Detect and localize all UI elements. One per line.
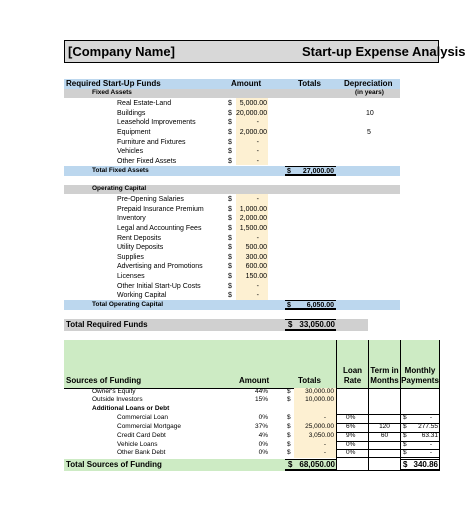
funding-total-value: 68,050.00 bbox=[299, 460, 335, 469]
loan-label: Vehicle Loans bbox=[117, 441, 158, 448]
required-funds-value: 33,050.00 bbox=[299, 320, 335, 329]
operating-item-label: Working Capital bbox=[117, 292, 167, 299]
operating-item-label: Legal and Accounting Fees bbox=[117, 225, 202, 232]
loan-percent: 37% bbox=[254, 423, 268, 430]
loans-title: Additional Loans or Debt bbox=[92, 405, 170, 412]
funding-bottom-rule bbox=[336, 470, 440, 471]
startup-header-totals: Totals bbox=[298, 79, 321, 88]
loan-payment: 277.55 bbox=[418, 423, 438, 430]
operating-item-currency: $ bbox=[228, 225, 232, 232]
operating-item-amount[interactable]: - bbox=[256, 283, 259, 290]
operating-item-label: Rent Deposits bbox=[117, 235, 161, 242]
fixed-item-amount[interactable]: - bbox=[256, 139, 259, 146]
operating-item-amount[interactable]: 500.00 bbox=[245, 244, 267, 251]
sheet-title: Start-up Expense Analysis bbox=[302, 44, 466, 59]
required-funds-label: Total Required Funds bbox=[66, 320, 148, 329]
funding-row-currency: $ bbox=[287, 396, 291, 403]
startup-header-depreciation: Depreciation bbox=[344, 79, 393, 88]
term-header-1: Term in bbox=[370, 366, 399, 375]
fixed-total-value: 27,000.00 bbox=[302, 168, 334, 175]
funding-row-total[interactable]: 30,000.00 bbox=[305, 388, 334, 395]
operating-total-currency: $ bbox=[287, 302, 291, 309]
funding-row-currency: $ bbox=[287, 388, 291, 395]
fixed-item-depreciation[interactable]: 10 bbox=[366, 110, 374, 117]
operating-item-currency: $ bbox=[228, 206, 232, 213]
loan-rate[interactable]: 0% bbox=[346, 441, 356, 448]
fixed-item-amount[interactable]: 20,000.00 bbox=[236, 110, 268, 117]
fixed-item-currency: $ bbox=[228, 119, 232, 126]
operating-item-amount[interactable]: 300.00 bbox=[245, 254, 267, 261]
loan-payment: - bbox=[429, 441, 432, 448]
loan-total[interactable]: - bbox=[323, 441, 326, 448]
operating-item-currency: $ bbox=[228, 235, 232, 242]
funding-row-percent: 44% bbox=[254, 388, 268, 395]
loan-currency: $ bbox=[287, 414, 291, 421]
payments-total-currency: $ bbox=[403, 460, 408, 469]
operating-item-amount[interactable]: - bbox=[256, 292, 259, 299]
operating-item-currency: $ bbox=[228, 283, 232, 290]
operating-total-label: Total Operating Capital bbox=[92, 301, 164, 308]
fixed-item-currency: $ bbox=[228, 100, 232, 107]
loan-total[interactable]: 25,000.00 bbox=[305, 423, 334, 430]
fixed-item-amount[interactable]: - bbox=[256, 148, 259, 155]
funding-row-label: Outside Investors bbox=[92, 396, 143, 403]
fixed-item-currency: $ bbox=[228, 158, 232, 165]
funding-row-percent: 15% bbox=[254, 396, 268, 403]
operating-item-currency: $ bbox=[228, 263, 232, 270]
fixed-item-label: Buildings bbox=[117, 110, 146, 117]
loan-currency: $ bbox=[287, 449, 291, 456]
payments-total-value: 340.86 bbox=[413, 460, 438, 469]
loan-percent: 0% bbox=[258, 414, 268, 421]
operating-capital-title: Operating Capital bbox=[92, 185, 147, 192]
operating-item-amount[interactable]: - bbox=[256, 196, 259, 203]
fixed-item-label: Other Fixed Assets bbox=[117, 158, 177, 165]
operating-item-label: Advertising and Promotions bbox=[117, 263, 203, 270]
operating-item-currency: $ bbox=[228, 196, 232, 203]
payments-header-1: Monthly bbox=[404, 366, 436, 375]
loan-percent: 0% bbox=[258, 449, 268, 456]
operating-item-currency: $ bbox=[228, 273, 232, 280]
fixed-item-amount[interactable]: 5,000.00 bbox=[239, 100, 267, 107]
funding-header-amount: Amount bbox=[239, 376, 270, 385]
operating-item-amount[interactable]: 2,000.00 bbox=[239, 215, 267, 222]
fixed-item-label: Equipment bbox=[117, 129, 151, 136]
funding-total-label: Total Sources of Funding bbox=[66, 460, 162, 469]
depreciation-subheader: (in years) bbox=[355, 89, 384, 96]
required-funds-currency: $ bbox=[288, 320, 293, 329]
funding-header-totals: Totals bbox=[298, 376, 321, 385]
operating-item-currency: $ bbox=[228, 254, 232, 261]
loan-rate-header-1: Loan bbox=[342, 366, 363, 375]
fixed-item-label: Real Estate-Land bbox=[117, 100, 172, 107]
operating-item-label: Prepaid Insurance Premium bbox=[117, 206, 204, 213]
loan-currency: $ bbox=[287, 441, 291, 448]
operating-item-currency: $ bbox=[228, 244, 232, 251]
loan-term[interactable]: 60 bbox=[380, 432, 389, 439]
company-name[interactable]: [Company Name] bbox=[68, 44, 175, 59]
loan-payment-currency: $ bbox=[403, 423, 407, 430]
loan-label: Commercial Mortgage bbox=[117, 423, 181, 430]
fixed-item-currency: $ bbox=[228, 139, 232, 146]
operating-item-label: Utility Deposits bbox=[117, 244, 164, 251]
funding-header-label: Sources of Funding bbox=[66, 376, 142, 385]
loan-total[interactable]: 3,050.00 bbox=[308, 432, 334, 439]
loan-rate[interactable]: 6% bbox=[346, 423, 356, 430]
operating-item-currency: $ bbox=[228, 292, 232, 299]
funding-right-border bbox=[439, 340, 440, 471]
loan-payment-currency: $ bbox=[403, 432, 407, 439]
operating-item-currency: $ bbox=[228, 215, 232, 222]
payments-header-2: Payments bbox=[401, 376, 439, 385]
loan-payment-currency: $ bbox=[403, 441, 407, 448]
fixed-item-amount[interactable]: - bbox=[256, 119, 259, 126]
fixed-item-amount[interactable]: 2,000.00 bbox=[239, 129, 267, 136]
term-header-2: Months bbox=[370, 376, 399, 385]
startup-header-amount: Amount bbox=[231, 79, 262, 88]
startup-header-label: Required Start-Up Funds bbox=[66, 79, 161, 88]
operating-item-amount[interactable]: 1,500.00 bbox=[239, 225, 267, 232]
operating-item-amount[interactable]: 1,000.00 bbox=[239, 206, 267, 213]
loan-rate-header-2: Rate bbox=[343, 376, 362, 385]
funding-total-currency: $ bbox=[288, 460, 293, 469]
loan-total[interactable]: - bbox=[323, 449, 326, 456]
operating-item-label: Inventory bbox=[117, 215, 146, 222]
loan-term[interactable]: 120 bbox=[379, 423, 390, 430]
operating-item-label: Other Initial Start-Up Costs bbox=[117, 283, 201, 290]
loan-currency: $ bbox=[287, 432, 291, 439]
loan-rate[interactable]: 9% bbox=[346, 432, 356, 439]
fixed-item-currency: $ bbox=[228, 110, 232, 117]
loan-rate[interactable]: 0% bbox=[346, 449, 356, 456]
operating-item-amount[interactable]: - bbox=[256, 235, 259, 242]
fixed-item-label: Vehicles bbox=[117, 148, 144, 155]
loan-payment: - bbox=[429, 449, 432, 456]
fixed-item-label: Leasehold Improvements bbox=[117, 119, 196, 126]
loan-percent: 4% bbox=[258, 432, 268, 439]
fixed-item-amount[interactable]: - bbox=[256, 158, 259, 165]
loan-payment-currency: $ bbox=[403, 414, 407, 421]
loan-total[interactable]: - bbox=[323, 414, 326, 421]
operating-item-amount[interactable]: 600.00 bbox=[245, 263, 267, 270]
loan-payment-currency: $ bbox=[403, 449, 407, 456]
loan-percent: 0% bbox=[258, 441, 268, 448]
loan-label: Credit Card Debt bbox=[117, 432, 166, 439]
loan-payment: - bbox=[429, 414, 432, 421]
fixed-item-currency: $ bbox=[228, 129, 232, 136]
loan-rate[interactable]: 0% bbox=[346, 414, 356, 421]
fixed-item-currency: $ bbox=[228, 148, 232, 155]
loan-label: Commercial Loan bbox=[117, 414, 168, 421]
operating-item-amount[interactable]: 150.00 bbox=[245, 273, 267, 280]
fixed-assets-title: Fixed Assets bbox=[92, 89, 132, 96]
funding-row-label: Owner's Equity bbox=[92, 388, 136, 395]
fixed-total-label: Total Fixed Assets bbox=[92, 167, 149, 174]
funding-row-total[interactable]: 10,000.00 bbox=[305, 396, 334, 403]
operating-item-label: Supplies bbox=[117, 254, 144, 261]
operating-item-label: Pre-Opening Salaries bbox=[117, 196, 184, 203]
loan-currency: $ bbox=[287, 423, 291, 430]
fixed-item-depreciation[interactable]: 5 bbox=[367, 129, 371, 136]
fixed-total-currency: $ bbox=[287, 168, 291, 175]
loan-label: Other Bank Debt bbox=[117, 449, 166, 456]
operating-item-label: Licenses bbox=[117, 273, 145, 280]
loan-payment: 63.31 bbox=[421, 432, 438, 439]
operating-total-value: 6,050.00 bbox=[306, 302, 334, 309]
fixed-item-label: Furniture and Fixtures bbox=[117, 139, 186, 146]
